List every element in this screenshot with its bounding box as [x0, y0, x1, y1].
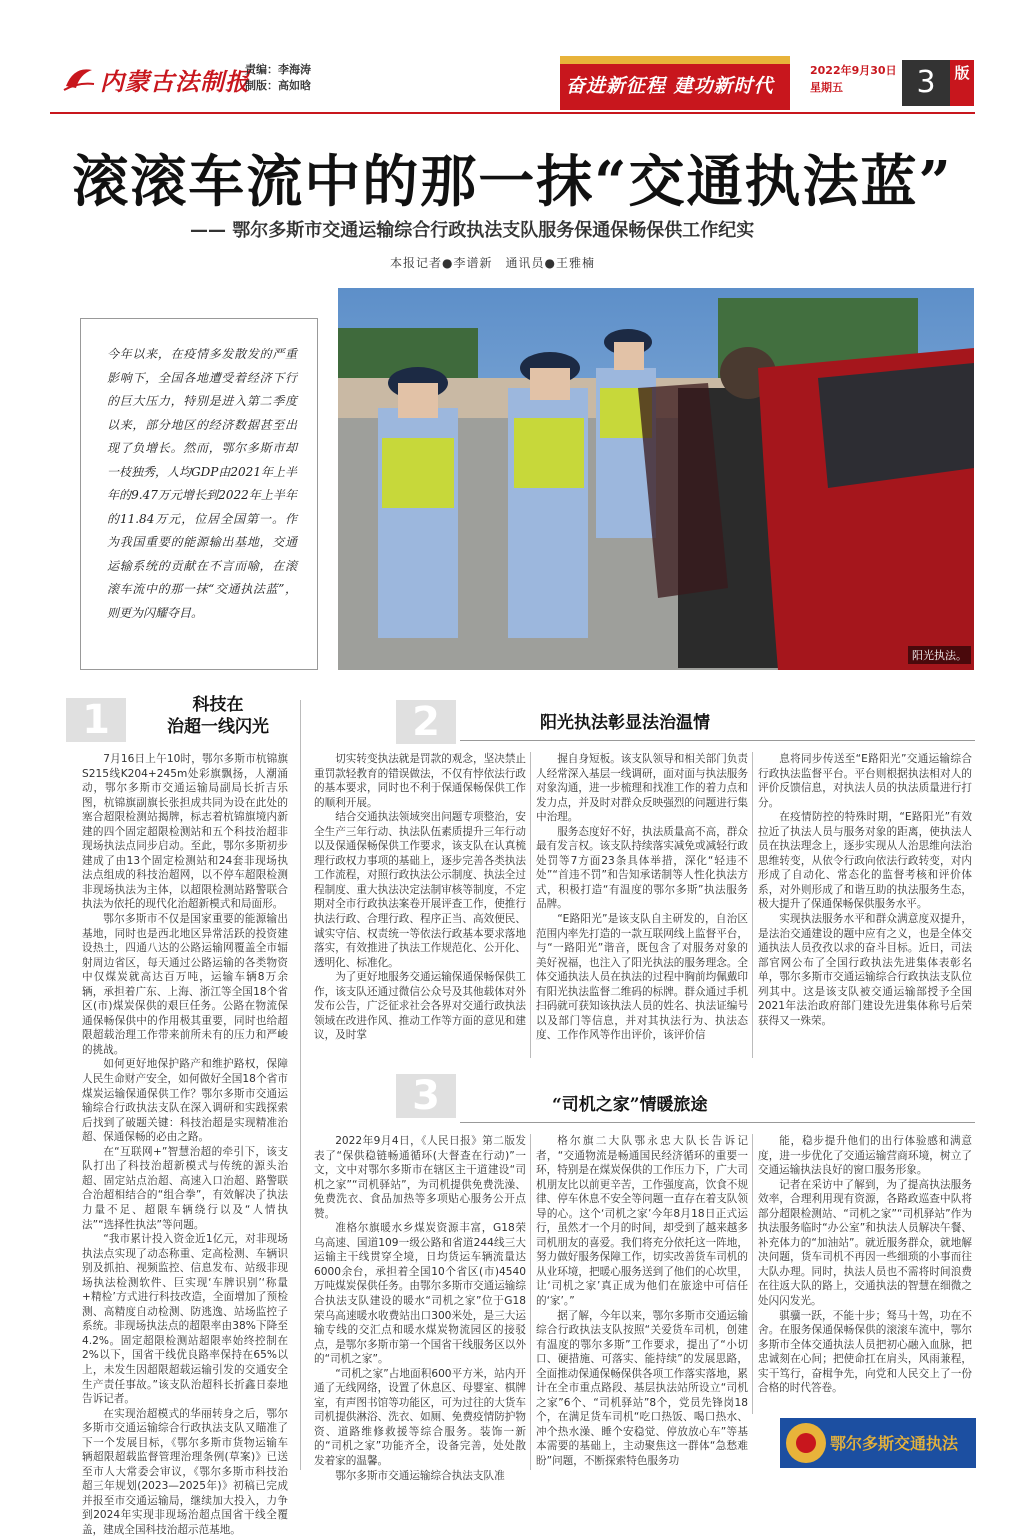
- paragraph: 鄂尔多斯市交通运输综合执法支队准: [335, 1469, 505, 1482]
- paragraph: 在“互联网+”智慧治超的牵引下，该支队打出了科技治超新模式与传统的源头治超、固定站点治超、高速入口治超、路警联合治超相结合的“组合拳”，有效解决了执法力量不足、超限车辆绕行以及“人情执法”“选择性执法”等问题。: [82, 1145, 288, 1231]
- column-divider: [300, 700, 301, 1470]
- newspaper-name: 内蒙古法制报: [100, 67, 250, 96]
- slogan-text: 奋进新征程 建功新时代: [566, 75, 774, 97]
- paragraph: 如何更好地保护路产和维护路权，保障人民生命财产安全，如何做好全国18个省市煤炭运输保通保供工作？鄂尔多斯市交通运输综合行政执法支队在深入调研和实践探索后找到了破题关键：科技治超是实现精准治超、保通保畅的必由之路。: [82, 1058, 288, 1144]
- org-name: 鄂尔多斯交通执法: [830, 1434, 959, 1453]
- section-1-number: 1: [66, 698, 126, 742]
- paragraph: 切实转变执法就是罚款的观念，坚决禁止重罚款轻教育的错误做法，不仅有悖依法行政的基本要求，同时也不利于保通保畅保供工作的顺利开展。: [314, 753, 526, 809]
- column-divider: [530, 752, 531, 1058]
- editor-line: 责编：李海涛: [245, 63, 311, 76]
- paragraph: 准格尔旗暖水乡煤炭资源丰富，G18荣乌高速、国道109一级公路和省道244线三大运输主干线贯穿全境，日均货运车辆流量达6000余台，承担着全国10个省区(市)4540万吨煤炭保供任务。由鄂尔多斯市交通运输综合执法支队建设的暖水“司机之家”位于G18荣乌高速暖水收费站出口300米处，是三大运输专线的交汇点和暖水煤炭物流园区的接驳点，是鄂尔多斯市第一个国省干线服务区以外的“司机之家”。: [314, 1222, 526, 1366]
- weekday-text: 星期五: [810, 81, 843, 94]
- section-1-title-line2: 治超一线闪光: [167, 717, 269, 737]
- article-subtitle: —— 鄂尔多斯市交通运输综合行政执法支队服务保通保畅保供工作纪实: [190, 220, 755, 241]
- paragraph: 在实现治超模式的华丽转身之后，鄂尔多斯市交通运输综合行政执法支队又瞄准了下一个发展目标，《鄂尔多斯市货物运输车辆超限超载监督管理治理条例(草案)》已送至市人大常委会审议，《鄂尔多斯市科技治超三年规划(2023—2025年)》初稿已完成并报至市交通运输局，继续加大投入，力争到2024年实现非现场治超点国省干线全覆盖，建成全国科技治超示范基地。: [82, 1407, 288, 1536]
- emblem-inner: [796, 1433, 816, 1453]
- section-2-title: 阳光执法彰显法治温情: [540, 713, 710, 733]
- section-1-title: [128, 694, 308, 738]
- paragraph: “我市累计投入资金近1亿元，对非现场执法点实现了动态称重、定高检测、车辆识别及抓拍、视频监控、信息发布、站级非现场执法检测软件、巨实现‘车牌识别’‘称量+精检’方式进行科技改造，全面增加了预检测、高精度自动检测、防逃逸、站场监控子系统。非现场执法点的超限率由38%下降至4.2%。固定超限检测站超限率始终控制在2%以下，国省干线优良路率保持在65%以上，未发生因超限超载运输引发的交通安全生产责任事故。”该支队治超科长折鑫日泰地告诉记者。: [82, 1233, 288, 1406]
- section-3-column-1: [314, 1134, 526, 1482]
- article-byline: 本报记者●李谱新 通讯员●王雅楠: [390, 256, 595, 270]
- paragraph: 服务态度好不好，执法质量高不高，群众最有发言权。该支队持续落实减免或减轻行政处罚等7方面23条具体举措，深化“轻违不处”“首违不罚”和告知承诺制等人性化执法方式，积极打造“有温度的鄂尔多斯”执法服务品牌。: [536, 825, 748, 911]
- photo-illustration: [338, 288, 974, 670]
- paragraph: 据了解，今年以来，鄂尔多斯市交通运输综合行政执法支队按照“关爱货车司机，创建有温度的鄂尔多斯”工作要求，提出了“小切口、硬措施、可落实、能持续”的发展思路，全面推动保通保畅保供各项工作落实落地，累计在全市重点路段、基层执法站所设立“司机之家”6个、“司机驿站”8个，党员先锋岗18个，在满足货车司机“吃口热饭、喝口热水、冲个热水澡、睡个安稳觉、停放放心车”等基本需要的基础上，主动聚焦这一群体“急愁难盼”问题，不断探索特色服务功: [536, 1309, 748, 1468]
- article-photo: [338, 288, 974, 670]
- section-3-number: 3: [396, 1074, 456, 1118]
- header-rule: [50, 112, 975, 114]
- column-divider: [752, 752, 753, 1058]
- section-1-column-1: [82, 752, 288, 1536]
- paragraph: 握自身短板。该支队领导和相关部门负责人经常深入基层一线调研，面对面与执法服务对象沟通，进一步梳理和找准工作的着力点和发力点，并及时对群众反映强烈的问题进行集中治理。: [536, 753, 748, 824]
- section-3-rule: [460, 1122, 975, 1123]
- paragraph: 为了更好地服务交通运输保通保畅保供工作，该支队还通过微信公众号及其他载体对外发布公告，广泛征求社会各界对交通行政执法领域在改进作风、推动工作等方面的意见和建议，及时掌: [314, 971, 526, 1042]
- org-logo-banner: [780, 1418, 976, 1468]
- producer-line: 制版：高如晗: [245, 79, 311, 92]
- issue-date: [810, 62, 900, 96]
- column-divider: [530, 1134, 531, 1470]
- intro-text: 今年以来，在疫情多发散发的严重影响下，全国各地遭受着经济下行的巨大压力，特别是进入第二季度以来，部分地区的经济数据甚至出现了负增长。然而，鄂尔多斯市却一枝独秀，人均GDP由2021年上半年的9.47万元增长到2022年上半年的11.84万元，位居全国第一。作为我国重要的能源输出基地，交通运输系统的贡献在不言而喻，在滚滚车流中的那一抹“交通执法蓝”，则更为闪耀夺目。: [107, 347, 297, 620]
- section-2-number: 2: [396, 700, 456, 744]
- paragraph: 实现执法服务水平和群众满意度双提升，是法治交通建设的题中应有之义，也是全体交通执法人员孜孜以求的奋斗目标。近日，司法部官网公布了全国行政执法先进集体表彰名单，鄂尔多斯市交通运输综合行政执法支队位列其中。这是该支队被交通运输部授予全国2021年法治政府部门建设先进集体称号后荣获得又一殊荣。: [758, 913, 972, 1027]
- date-text: 2022年9月30日: [810, 64, 897, 77]
- paragraph: 记者在采访中了解到，为了提高执法服务效率，合理利用现有资源，各路政巡查中队将部分超限检测站、“司机之家”“司机驿站”作为执法服务临时“办公室”和执法人员解决午餐、补充体力的“加油站”。就近服务群众，就地解决问题，货车司机不再因一些细琐的小事而往大队办理。同时，执法人员也不需将时间浪费在往返大队的路上，交通执法的智慧在细微之处闪闪发光。: [758, 1178, 972, 1308]
- section-3-title: “司机之家”情暖旅途: [552, 1095, 708, 1115]
- slogan-banner: [560, 56, 790, 110]
- paragraph: 能，稳步提升他们的出行体验感和满意度，进一步优化了交通运输营商环境，树立了交通运输执法良好的窗口服务形象。: [758, 1135, 972, 1177]
- section-2-column-3: [758, 752, 972, 1058]
- page-number: 3: [902, 60, 950, 106]
- paragraph: “E路阳光”是该支队自主研发的，自治区范围内率先打造的一款互联网线上监督平台，与“一路阳光”谐音，既包含了对服务对象的美好祝福，也注入了阳光执法的服务理念。全体交通执法人员在执法的过程中胸前均佩戴印有阳光执法监督二维码的标牌。群众通过手机扫码就可获知该执法人员的姓名、执法证编号以及部门等信息，并对其执法行为、执法态度、工作作风等作出评价，该评价信: [536, 913, 748, 1042]
- paragraph: 2022年9月4日，《人民日报》第二版发表了“保供稳链畅通循环(大督查在行动)”一文，文中对鄂尔多斯市在辖区主干道建设“司机之家”“司机驿站”，为司机提供免费洗澡、免费洗衣、食品加热等多项贴心服务公开点赞。: [314, 1135, 526, 1220]
- paragraph: 结合交通执法领域突出问题专项整治，安全生产三年行动、执法队伍素质提升三年行动以及保通保畅保供工作要求，该支队在认真梳理行政权力事项的基础上，逐步完善各类执法工作流程，对照行政执法公示制度、执法全过程制度、重大执法决定法制审核等制度，不定期对全市行政执法案卷开展评查工作，使推行执法行政、合理行政、程序正当、高效便民、诚实守信、权责统一等依法行政基本要求落地落实，有效推进了执法工作规范化、公开化、透明化、标准化。: [314, 811, 526, 969]
- paragraph: 在疫情防控的特殊时期，“E路阳光”有效拉近了执法人员与服务对象的距离，使执法人员在执法理念上，逐步实现从人治思维向法治思维转变，从依令行政向依法行政转变，对内形成了自动化、常态化的监督考核和评价体系，对外则形成了和谐互助的执法服务生态，极大提升了保通保畅保供服务水平。: [758, 811, 972, 911]
- editor-credits: [245, 62, 311, 94]
- emblem-icon: [786, 1423, 826, 1463]
- paragraph: 鄂尔多斯市不仅是国家重要的能源输出基地，同时也是西北地区异常活跃的投资建设热土，四通八达的公路运输网覆盖全市辐射周边省区，每天通过公路运输的各类物资中仅煤炭就高达百万吨，运输车辆8万余辆，承担着广东、上海、浙江等全国18个省区(市)煤炭保供的艰巨任务。公路在物流保通保畅保供中的作用极其重要，同时也给超限超载治理工作带来前所未有的压力和严峻的挑战。: [82, 913, 288, 1056]
- section-1-title-line1: 科技在: [192, 695, 244, 715]
- section-2-column-1: [314, 752, 526, 1058]
- section-3-column-3: [758, 1134, 972, 1412]
- photo-caption: 阳光执法。: [908, 646, 971, 664]
- page-unit: 版: [950, 60, 974, 106]
- article-title: 滚滚车流中的那一抹“交通执法蓝”: [72, 149, 953, 215]
- paragraph: 骐骥一跃，不能十步；驽马十驾，功在不舍。在服务保通保畅保供的滚滚车流中，鄂尔多斯市全体交通执法人员把初心融入血脉，把忠诚刻在心间；把使命扛在肩头，风雨兼程，实干笃行，奋楫争先，向党和人民交上了一份合格的时代答卷。: [758, 1309, 972, 1395]
- paragraph: 7月16日上午10时，鄂尔多斯市杭锦旗S215线K204+245m处彩旗飘扬，人潮涌动，鄂尔多斯市交通运输局副局长折吉乐图，杭锦旗副旗长张担成共同为设在此处的塞合超限检测站揭牌，标志着杭锦旗境内新建的四个固定超限检测站和五个科技治超非现场执法点同步启动。至此，鄂尔多斯初步建成了由13个固定检测站和24套非现场执法点组成的科技治超网，以不停车超限检测非现场执法为主体，以超限检测站路警联合执法为依托的现代化治超新模式和局面形。: [82, 753, 288, 911]
- section-2-column-2: [536, 752, 748, 1058]
- section-2-rule: [460, 740, 975, 741]
- column-divider: [752, 1134, 753, 1414]
- slogan-gold-stripe: [560, 56, 790, 64]
- paragraph: 息将同步传送至“E路阳光”交通运输综合行政执法监督平台。平台则根据执法相对人的评价反馈信息，对执法人员的执法质量进行打分。: [758, 753, 972, 809]
- intro-box: [80, 318, 318, 670]
- paragraph: 格尔旗二大队鄂永忠大队长告诉记者，“交通物流是畅通国民经济循环的重要一环，特别是在煤炭保供的工作压力下，广大司机朋友比以前更辛苦，工作强度高，饮食不规律、停车休息不安全等问题一直存在着支队领导的心。这个‘司机之家’今年8月18日正式运行，虽然才一个月的时间，却受到了越来越多司机朋友的喜爱。我们将充分依托这一阵地，努力做好服务保障工作，切实改善货车司机的从业环境，把暖心服务送到了他们的心坎里，让‘司机之家’真正成为他们在旅途中可信任的‘家’。”: [536, 1135, 748, 1308]
- paragraph: “司机之家”占地面积600平方米，站内开通了无线网络，设置了休息区、母婴室、棋牌室，有声图书馆等功能区，可为过往的大货车司机提供淋浴、洗衣、如厕、免费疫情防护物资、道路维修救援等综合服务。装饰一新的“司机之家”功能齐全，设备完善，处处散发着家的温馨。: [314, 1367, 526, 1468]
- section-3-column-2: [536, 1134, 748, 1470]
- newspaper-logo-icon: [62, 64, 96, 92]
